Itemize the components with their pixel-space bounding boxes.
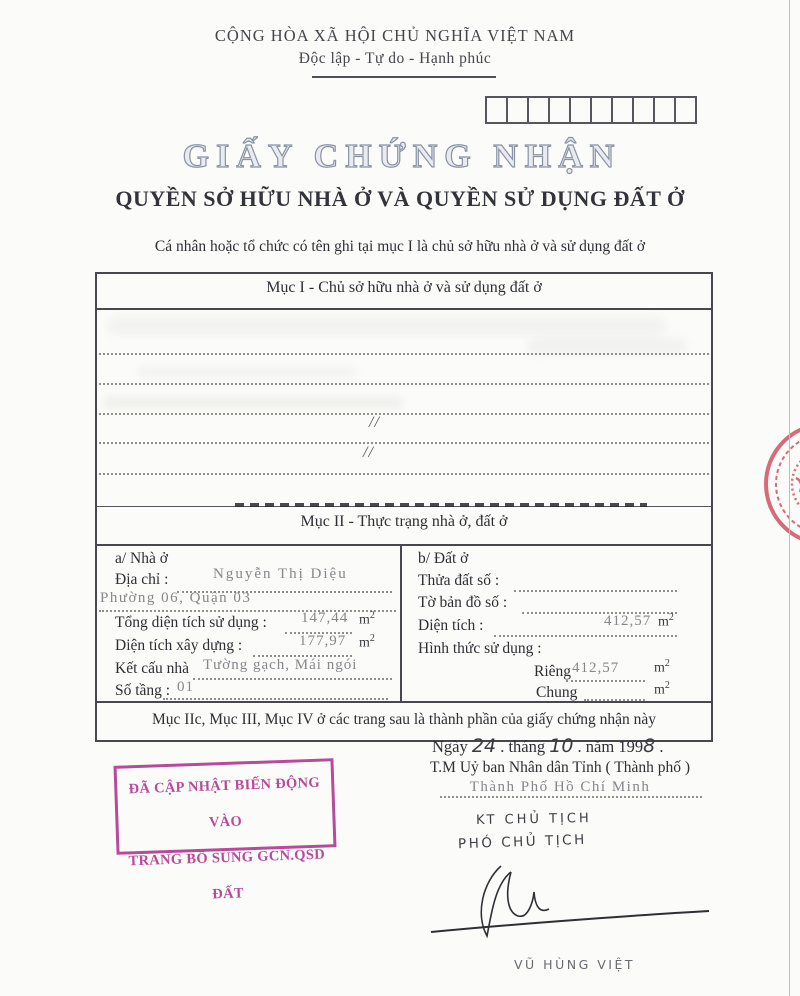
- national-motto: Độc lập - Tự do - Hạnh phúc: [298, 50, 492, 67]
- serial-box-cell: [632, 96, 655, 124]
- section2-heading-row: [97, 506, 711, 546]
- official-seal-partial: [752, 418, 800, 550]
- land-private-unit: $m^2$: [654, 658, 670, 676]
- land-shared-unit: $m^2$: [654, 680, 670, 698]
- land-area-label: Diện tích :: [418, 617, 484, 634]
- house-address-label: Địa chỉ :: [115, 571, 169, 588]
- house-total-area-label: Tổng diện tích sử dụng :: [115, 614, 267, 631]
- redaction-dashes: [235, 503, 647, 507]
- dotted-line: [99, 353, 709, 355]
- certificate-subtitle: QUYỀN SỞ HỮU NHÀ Ở VÀ QUYỀN SỬ DỤNG ĐẤT Ở: [115, 186, 685, 211]
- signature-strokes: [425, 848, 715, 943]
- dotted-line: [99, 442, 709, 444]
- date-prefix: Ngày: [432, 737, 468, 756]
- house-built-area-unit: $m^2$: [359, 633, 375, 651]
- dotted-line: [494, 635, 677, 637]
- city-name: Thành Phố Hồ Chí Minh: [469, 779, 651, 795]
- signer-name: VŨ HÙNG VIỆT: [514, 957, 636, 972]
- serial-box-cell: [674, 96, 697, 124]
- house-total-area-value: 147,44: [301, 610, 349, 626]
- intro-statement: Cá nhân hoặc tổ chức có tên ghi tại mục I là chủ sở hữu nhà ở và sử dụng đất ở: [154, 238, 646, 255]
- serial-box-cell: [569, 96, 592, 124]
- land-heading: b/ Đất ở: [418, 550, 469, 567]
- serial-box-cell: [653, 96, 676, 124]
- dotted-line: [99, 473, 709, 475]
- land-map-label: Tờ bản đồ số :: [418, 594, 508, 611]
- redaction-smudge: [103, 396, 403, 409]
- section2-heading: Mục II - Thực trạng nhà ở, đất ở: [300, 513, 508, 530]
- redaction-smudge: [137, 366, 357, 378]
- land-area-value: 412,57: [604, 613, 652, 629]
- date-sep: .: [659, 737, 664, 756]
- land-plot-label: Thửa đất số :: [418, 572, 500, 589]
- serial-box-cell: [527, 96, 550, 124]
- land-shared-label: Chung: [536, 684, 578, 701]
- house-heading: a/ Nhà ở: [115, 550, 168, 567]
- dotted-line: [584, 699, 645, 701]
- update-stamp-line2: TRANG BỔ SUNG GCN.QSD ĐẤT: [128, 846, 326, 903]
- section1-body: [97, 310, 711, 506]
- date-sep: . tháng: [500, 737, 546, 756]
- section1-heading: Mục I - Chủ sở hữu nhà ở và sử dụng đất ở: [97, 274, 711, 310]
- serial-box-cell: [590, 96, 613, 124]
- land-private-value: 412,57: [572, 660, 620, 676]
- house-address-name: Nguyễn Thị Diệu: [213, 566, 348, 582]
- house-column: [97, 546, 402, 701]
- dotted-line: [440, 796, 702, 798]
- date-sep: . năm 199: [577, 737, 644, 756]
- dotted-line: [99, 413, 709, 415]
- date-year-digit-handwritten: 8: [643, 735, 656, 757]
- house-floors-label: Số tầng :: [115, 682, 171, 699]
- land-column: [402, 546, 711, 701]
- sign-role-pho-chu-tich: PHÓ CHỦ TỊCH: [457, 831, 588, 853]
- house-total-area-unit: $m^2$: [359, 610, 375, 628]
- serial-box-cell: [548, 96, 571, 124]
- sign-role-kt-chu-tich: KT CHỦ TỊCH: [475, 810, 592, 829]
- update-stamp: [114, 758, 337, 903]
- house-floors-value: 01: [177, 679, 194, 695]
- note-row: Mục IIc, Mục III, Mục IV ở các trang sau là thành phần của giấy chứng nhận này: [97, 701, 711, 740]
- certificate-title: GIẤY CHỨNG NHẬN: [182, 138, 622, 175]
- dotted-line: [99, 383, 709, 385]
- house-structure-value: Tường gạch, Mái ngói: [203, 657, 358, 673]
- serial-box-cell: [485, 96, 508, 124]
- house-structure-label: Kết cấu nhà: [115, 660, 190, 677]
- serial-box-cell: [611, 96, 634, 124]
- land-useform-label: Hình thức sử dụng :: [418, 640, 542, 657]
- update-stamp-line1: ĐÃ CẬP NHẬT BIẾN ĐỘNG VÀO: [128, 774, 321, 831]
- house-address-line2: Phường 06, Quận 03: [100, 590, 252, 606]
- house-built-area-value: 177,97: [299, 633, 347, 649]
- dotted-line: [514, 590, 677, 592]
- null-entry-mark: //: [363, 444, 374, 461]
- redaction-smudge: [527, 338, 687, 354]
- section2-columns: [97, 546, 711, 701]
- null-entry-mark: //: [369, 414, 380, 431]
- date-month-handwritten: 10: [549, 735, 574, 757]
- serial-box-cell: [506, 96, 529, 124]
- city-line: [398, 778, 722, 796]
- dotted-line: [193, 678, 392, 680]
- dotted-line: [522, 612, 677, 614]
- dotted-line: [566, 680, 645, 682]
- serial-boxes: [487, 96, 697, 124]
- date-day-handwritten: 24: [471, 735, 497, 757]
- dotted-line: [163, 698, 388, 700]
- land-private-label: Riêng: [534, 663, 572, 680]
- scan-edge-line: [789, 0, 790, 996]
- national-header: CỘNG HÒA XÃ HỘI CHỦ NGHĨA VIỆT NAM: [214, 26, 576, 45]
- committee-line: T.M Uỷ ban Nhân dân Tỉnh ( Thành phố ): [429, 759, 690, 776]
- dotted-line: [99, 610, 396, 612]
- certificate-table: [95, 272, 713, 742]
- house-built-area-label: Diện tích xây dựng :: [115, 637, 243, 654]
- date-line: [432, 735, 663, 757]
- redaction-smudge: [107, 316, 667, 336]
- land-area-unit: $m^2$: [658, 612, 674, 630]
- motto-underline: [312, 76, 496, 78]
